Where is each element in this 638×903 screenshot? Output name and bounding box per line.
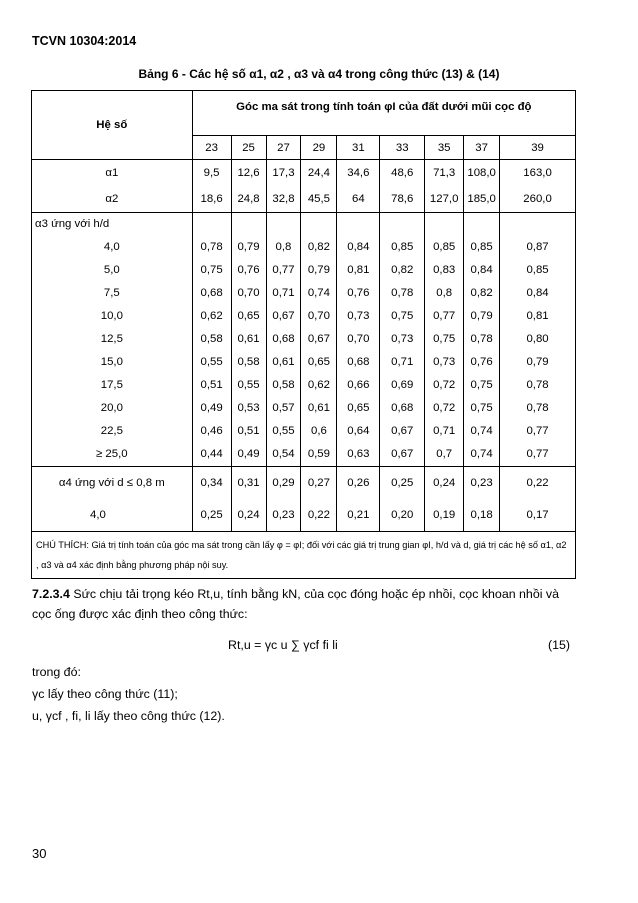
- value-cell: 17,3: [266, 160, 301, 187]
- row-label: ≥ 25,0: [32, 443, 193, 467]
- column-header-label: Hệ số: [32, 91, 193, 160]
- value-cell: 0,55: [192, 350, 231, 373]
- value-cell: 0,22: [301, 499, 337, 532]
- value-cell: 0,67: [380, 420, 425, 443]
- alpha3-row: [32, 281, 576, 304]
- alpha3-row: [32, 443, 576, 467]
- table-note: CHÚ THÍCH: Giá trị tính toán của góc ma sát trong cần lấy φ = φI; đối với các giá trị trung gian φI, h/d và d, giá trị các hệ số α1, α2 , α3 và α4 xác định bằng phương pháp nội suy.: [32, 531, 576, 578]
- value-cell: 127,0: [425, 186, 464, 213]
- angle-header-cell: 35: [425, 136, 464, 160]
- alpha3-row: [32, 235, 576, 258]
- value-cell: 0,85: [425, 235, 464, 258]
- value-cell: 0,49: [231, 443, 266, 467]
- value-cell: 48,6: [380, 160, 425, 187]
- value-cell: 260,0: [500, 186, 576, 213]
- value-cell: 0,20: [380, 499, 425, 532]
- value-cell: 0,77: [500, 443, 576, 467]
- value-cell: [425, 213, 464, 236]
- value-cell: 0,66: [337, 374, 380, 397]
- value-cell: 0,8: [266, 235, 301, 258]
- value-cell: 0,64: [337, 420, 380, 443]
- value-cell: 0,74: [464, 443, 500, 467]
- value-cell: 0,84: [500, 281, 576, 304]
- row-label: α2: [32, 186, 193, 213]
- value-cell: 0,87: [500, 235, 576, 258]
- value-cell: [231, 213, 266, 236]
- value-cell: 0,84: [464, 258, 500, 281]
- value-cell: 0,75: [380, 304, 425, 327]
- value-cell: 0,81: [500, 304, 576, 327]
- value-cell: 0,71: [425, 420, 464, 443]
- value-cell: [301, 213, 337, 236]
- value-cell: 0,53: [231, 397, 266, 420]
- value-cell: 0,25: [192, 499, 231, 532]
- alpha1-row: [32, 160, 576, 187]
- value-cell: 0,76: [231, 258, 266, 281]
- value-cell: 0,79: [301, 258, 337, 281]
- value-cell: 34,6: [337, 160, 380, 187]
- row-label: 7,5: [32, 281, 193, 304]
- row-label: 4,0: [32, 235, 193, 258]
- where-line-2: u, γcf , fi, li lấy theo công thức (12).: [32, 709, 225, 723]
- value-cell: 0,22: [500, 466, 576, 499]
- value-cell: 0,68: [380, 397, 425, 420]
- value-cell: 0,79: [464, 304, 500, 327]
- row-label: 20,0: [32, 397, 193, 420]
- value-cell: 0,31: [231, 466, 266, 499]
- value-cell: [500, 213, 576, 236]
- where-label: trong đó:: [32, 665, 81, 679]
- alpha3-row: [32, 374, 576, 397]
- value-cell: 0,75: [425, 327, 464, 350]
- value-cell: 0,19: [425, 499, 464, 532]
- value-cell: 0,57: [266, 397, 301, 420]
- value-cell: 0,80: [500, 327, 576, 350]
- value-cell: 0,73: [337, 304, 380, 327]
- value-cell: 0,68: [337, 350, 380, 373]
- value-cell: 0,77: [500, 420, 576, 443]
- value-cell: 0,73: [425, 350, 464, 373]
- value-cell: 0,24: [425, 466, 464, 499]
- value-cell: 108,0: [464, 160, 500, 187]
- page-number: 30: [32, 846, 47, 861]
- value-cell: 0,71: [380, 350, 425, 373]
- value-cell: 0,21: [337, 499, 380, 532]
- alpha3-row: [32, 350, 576, 373]
- value-cell: 0,55: [266, 420, 301, 443]
- note-row: [32, 531, 576, 578]
- alpha2-row: [32, 186, 576, 213]
- value-cell: 0,62: [301, 374, 337, 397]
- angle-header-cell: 37: [464, 136, 500, 160]
- standard-code: TCVN 10304:2014: [32, 34, 137, 48]
- alpha3-row: [32, 327, 576, 350]
- value-cell: 24,4: [301, 160, 337, 187]
- value-cell: 0,17: [500, 499, 576, 532]
- value-cell: 0,84: [337, 235, 380, 258]
- value-cell: 0,49: [192, 397, 231, 420]
- value-cell: 0,70: [337, 327, 380, 350]
- value-cell: 18,6: [192, 186, 231, 213]
- value-cell: 0,67: [266, 304, 301, 327]
- value-cell: 0,23: [464, 466, 500, 499]
- value-cell: 0,82: [301, 235, 337, 258]
- value-cell: 0,59: [301, 443, 337, 467]
- value-cell: 0,61: [231, 327, 266, 350]
- value-cell: 0,74: [301, 281, 337, 304]
- value-cell: [192, 213, 231, 236]
- value-cell: 0,82: [380, 258, 425, 281]
- row-label: 15,0: [32, 350, 193, 373]
- value-cell: 0,7: [425, 443, 464, 467]
- row-label: 10,0: [32, 304, 193, 327]
- alpha3-row: [32, 420, 576, 443]
- value-cell: 0,24: [231, 499, 266, 532]
- value-cell: 0,27: [301, 466, 337, 499]
- value-cell: 0,6: [301, 420, 337, 443]
- value-cell: 0,65: [301, 350, 337, 373]
- value-cell: 0,70: [301, 304, 337, 327]
- value-cell: 0,70: [231, 281, 266, 304]
- value-cell: 0,75: [192, 258, 231, 281]
- value-cell: 0,74: [464, 420, 500, 443]
- value-cell: 0,76: [337, 281, 380, 304]
- value-cell: 0,61: [301, 397, 337, 420]
- row-label: 4,0: [32, 499, 193, 532]
- value-cell: 0,61: [266, 350, 301, 373]
- value-cell: 0,51: [231, 420, 266, 443]
- value-cell: 24,8: [231, 186, 266, 213]
- value-cell: 0,79: [500, 350, 576, 373]
- angle-header-cell: 39: [500, 136, 576, 160]
- value-cell: 0,72: [425, 397, 464, 420]
- value-cell: 0,85: [464, 235, 500, 258]
- value-cell: 0,78: [380, 281, 425, 304]
- alpha3-row: [32, 397, 576, 420]
- value-cell: 0,34: [192, 466, 231, 499]
- value-cell: 0,65: [337, 397, 380, 420]
- value-cell: 0,23: [266, 499, 301, 532]
- angle-header-cell: 23: [192, 136, 231, 160]
- alpha3-row: [32, 304, 576, 327]
- alpha4-row: [32, 466, 576, 499]
- angle-header-cell: 33: [380, 136, 425, 160]
- value-cell: 0,18: [464, 499, 500, 532]
- row-label: 22,5: [32, 420, 193, 443]
- value-cell: 0,58: [231, 350, 266, 373]
- value-cell: 0,72: [425, 374, 464, 397]
- where-line-1: γc lấy theo công thức (11);: [32, 687, 178, 701]
- value-cell: 0,51: [192, 374, 231, 397]
- alpha3-row: [32, 258, 576, 281]
- value-cell: 0,55: [231, 374, 266, 397]
- value-cell: 0,82: [464, 281, 500, 304]
- value-cell: 0,67: [380, 443, 425, 467]
- section-text: Sức chịu tải trọng kéo Rt,u, tính bằng kN, của cọc đóng hoặc ép nhồi, cọc khoan nhồi và cọc ống được xác định theo công thức:: [32, 587, 559, 621]
- section-paragraph: [32, 584, 580, 624]
- value-cell: 0,65: [231, 304, 266, 327]
- value-cell: 185,0: [464, 186, 500, 213]
- value-cell: 0,85: [380, 235, 425, 258]
- row-label: 17,5: [32, 374, 193, 397]
- value-cell: 78,6: [380, 186, 425, 213]
- value-cell: 0,62: [192, 304, 231, 327]
- value-cell: 0,25: [380, 466, 425, 499]
- row-label: 5,0: [32, 258, 193, 281]
- value-cell: 0,85: [500, 258, 576, 281]
- value-cell: 0,68: [192, 281, 231, 304]
- value-cell: 0,77: [425, 304, 464, 327]
- alpha4-row: [32, 499, 576, 532]
- value-cell: 0,71: [266, 281, 301, 304]
- value-cell: 9,5: [192, 160, 231, 187]
- value-cell: 0,69: [380, 374, 425, 397]
- value-cell: [337, 213, 380, 236]
- angle-header-cell: 31: [337, 136, 380, 160]
- value-cell: 0,46: [192, 420, 231, 443]
- value-cell: 0,63: [337, 443, 380, 467]
- value-cell: 0,75: [464, 374, 500, 397]
- angle-header-cell: 29: [301, 136, 337, 160]
- value-cell: 0,68: [266, 327, 301, 350]
- section-number: 7.2.3.4: [32, 587, 70, 601]
- value-cell: 0,78: [500, 397, 576, 420]
- value-cell: 64: [337, 186, 380, 213]
- formula-15: Rt,u = γc u ∑ γcf fi li: [228, 638, 338, 652]
- value-cell: 0,8: [425, 281, 464, 304]
- equation-number: (15): [548, 638, 571, 652]
- value-cell: [464, 213, 500, 236]
- value-cell: 0,83: [425, 258, 464, 281]
- value-cell: 0,73: [380, 327, 425, 350]
- value-cell: 0,29: [266, 466, 301, 499]
- value-cell: 0,44: [192, 443, 231, 467]
- value-cell: 32,8: [266, 186, 301, 213]
- value-cell: [380, 213, 425, 236]
- value-cell: 0,54: [266, 443, 301, 467]
- angle-header-cell: 27: [266, 136, 301, 160]
- value-cell: 163,0: [500, 160, 576, 187]
- row-label: α1: [32, 160, 193, 187]
- value-cell: 0,81: [337, 258, 380, 281]
- value-cell: 0,67: [301, 327, 337, 350]
- row-label: 12,5: [32, 327, 193, 350]
- alpha3-header-row: [32, 213, 576, 236]
- value-cell: 71,3: [425, 160, 464, 187]
- angle-header-cell: 25: [231, 136, 266, 160]
- value-cell: 0,76: [464, 350, 500, 373]
- value-cell: 45,5: [301, 186, 337, 213]
- value-cell: 0,26: [337, 466, 380, 499]
- value-cell: 0,78: [464, 327, 500, 350]
- value-cell: 0,75: [464, 397, 500, 420]
- value-cell: 12,6: [231, 160, 266, 187]
- table-caption: Bảng 6 - Các hệ số α1, α2 , α3 và α4 trong công thức (13) & (14): [138, 67, 500, 81]
- value-cell: [266, 213, 301, 236]
- value-cell: 0,58: [192, 327, 231, 350]
- value-cell: 0,77: [266, 258, 301, 281]
- row-label: α3 ứng với h/d: [32, 213, 193, 236]
- value-cell: 0,78: [192, 235, 231, 258]
- value-cell: 0,79: [231, 235, 266, 258]
- value-cell: 0,58: [266, 374, 301, 397]
- row-label: α4 ứng với d ≤ 0,8 m: [32, 466, 193, 499]
- value-cell: 0,78: [500, 374, 576, 397]
- group-header: Góc ma sát trong tính toán φI của đất dưới mũi cọc độ: [192, 91, 575, 136]
- coefficient-table: [31, 90, 576, 579]
